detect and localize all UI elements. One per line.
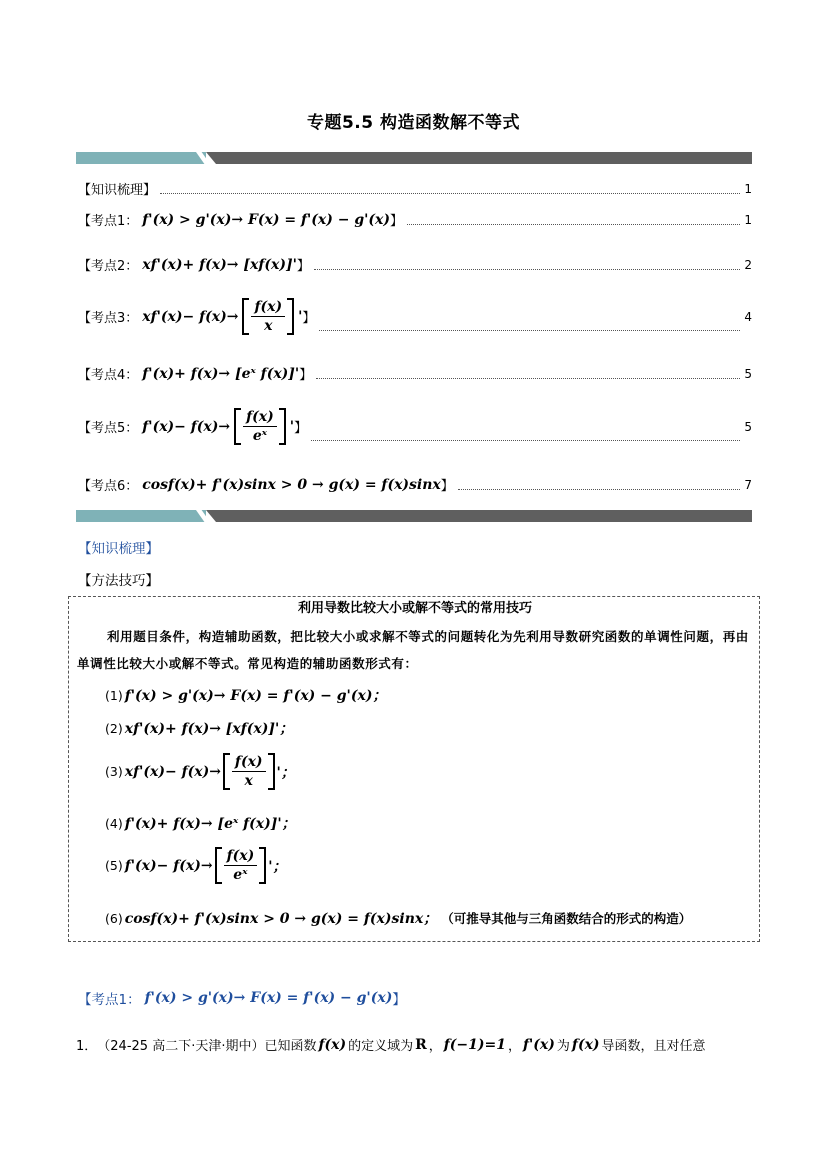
- toc-row-point1[interactable]: 【考点1： f'(x) > g'(x)→ F(x) = f'(x) − g'(x) 】 1: [78, 211, 752, 229]
- divider-band-bottom: [76, 510, 752, 522]
- bracket-expression: $\frac{f(x)}{x}$: [242, 298, 294, 335]
- section-knowledge: 【知识梳理】: [78, 541, 159, 557]
- method-item-1: (1) f'(x) > g'(x)→ F(x) = f'(x) − g'(x)；: [105, 687, 387, 704]
- method-item-3: (3) xf'(x)− f(x)→ $\frac{f(x)}{x}$ '；: [105, 754, 295, 789]
- toc-row-point6[interactable]: 【考点6： cosf(x)+ f'(x)sinx > 0 → g(x) = f(x)sinx 】 7: [78, 476, 752, 494]
- toc-row-point2[interactable]: 【考点2： xf'(x)+ f(x)→ [xf(x)]' 】 2: [78, 256, 752, 274]
- page-title: 专题5.5 构造函数解不等式: [306, 113, 521, 133]
- method-item-6: (6) cosf(x)+ f'(x)sinx > 0 → g(x) = f(x)sinx； （可推导其他与三角函数结合的形式的构造）: [105, 910, 692, 927]
- method-item-4: (4) f'(x)+ f(x)→ [eˣ f(x)]'；: [105, 815, 296, 832]
- formula: xf'(x)+ f(x)→ [xf(x)]': [142, 256, 297, 273]
- method-box: [68, 596, 760, 942]
- box-paragraph: 利用题目条件，构造辅助函数，把比较大小或求解不等式的问题转化为先利用导数研究函数的单调性问题，再由单调性比较大小或解不等式。常见构造的辅助函数形式有：: [77, 629, 749, 671]
- toc-row-point3[interactable]: 【考点3： xf'(x)− f(x)→ $\frac{f(x)}{x}$ ' 】 4: [78, 299, 752, 334]
- formula: f'(x) > g'(x)→ F(x) = f'(x) − g'(x): [142, 211, 391, 228]
- problem-1: 1． （24-25 高二下·天津·期中）已知函数 f(x) 的定义域为 R ， f(−1)=1 ， f'(x) 为 f(x) 导函数，且对任意: [76, 1036, 706, 1054]
- toc-row-knowledge[interactable]: 【知识梳理】 1: [78, 181, 752, 198]
- method-item-5: (5) f'(x)− f(x)→ $\frac{f(x)}{\text{eˣ}}$ '；: [105, 848, 287, 883]
- toc-row-point4[interactable]: 【考点4： f'(x)+ f(x)→ [eˣ f(x)]' 】 5: [78, 365, 752, 383]
- box-title: 利用导数比较大小或解不等式的常用技巧: [297, 601, 532, 616]
- point1-heading: 【考点1： f'(x) > g'(x)→ F(x) = f'(x) − g'(x) 】: [78, 990, 406, 1008]
- toc-row-point5[interactable]: 【考点5： f'(x)− f(x)→ $\frac{f(x)}{\text{eˣ}}$ ' 】 5: [78, 409, 752, 444]
- section-method: 【方法技巧】: [78, 573, 159, 589]
- method-item-2: (2) xf'(x)+ f(x)→ [xf(x)]'；: [105, 720, 294, 737]
- divider-band-top: [76, 152, 752, 164]
